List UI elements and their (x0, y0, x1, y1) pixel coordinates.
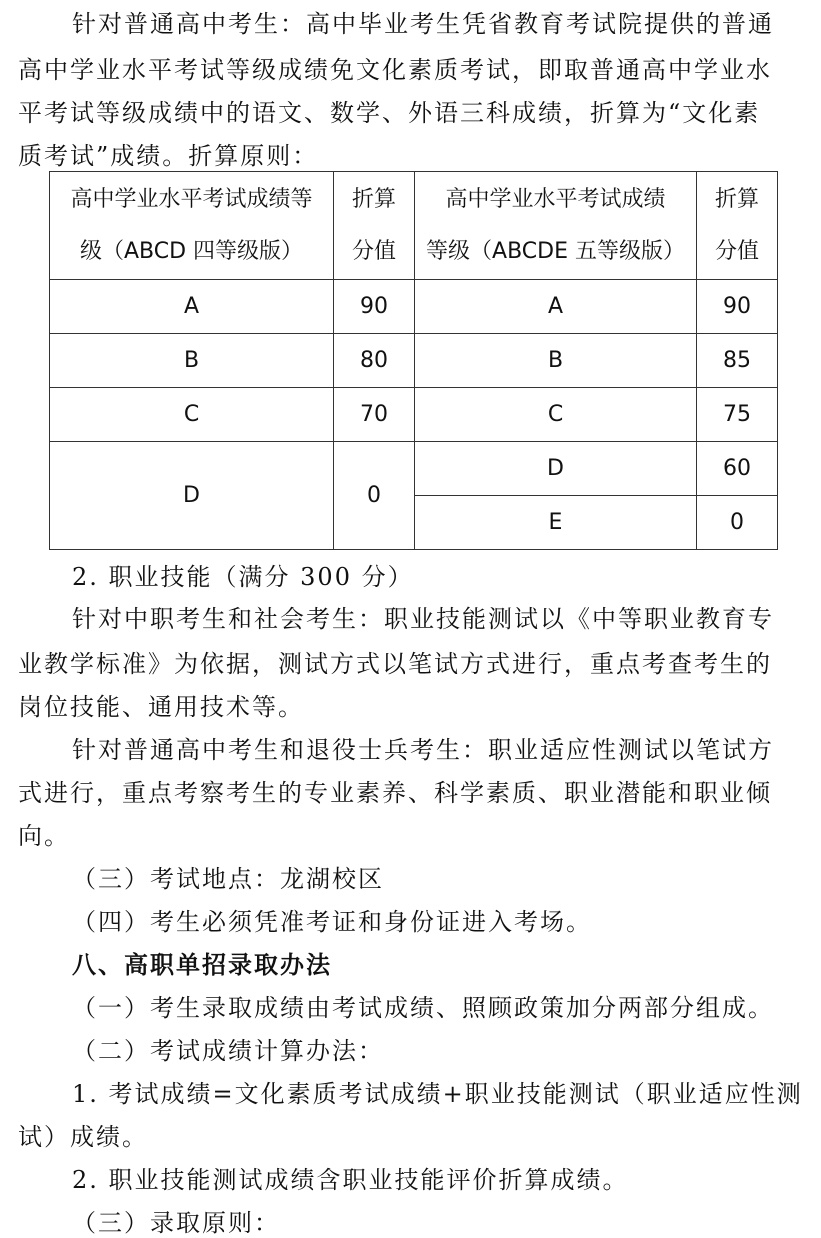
exam-location-line: （三）考试地点：龙湖校区 (72, 865, 384, 893)
body-line: 试）成绩。 (18, 1123, 148, 1151)
intro-line-1: 针对普通高中考生：高中毕业考生凭省教育考试院提供的普通 (72, 10, 774, 38)
five-level-grade-cell: A (415, 280, 697, 334)
body-line: （一）考生录取成绩由考试成绩、照顾政策加分两部分组成。 (72, 994, 774, 1022)
five-level-score-cell: 0 (697, 496, 778, 550)
header-five-level-score: 折算 分值 (697, 172, 778, 280)
body-line: 式进行，重点考察考生的专业素养、科学素质、职业潜能和职业倾 (18, 779, 772, 807)
table-row (50, 280, 778, 334)
body-line: 业教学标准》为依据，测试方式以笔试方式进行，重点考查考生的 (18, 650, 772, 678)
exam-id-requirement-line: （四）考生必须凭准考证和身份证进入考场。 (72, 908, 592, 936)
five-level-score-cell: 85 (697, 334, 778, 388)
four-level-score-cell: 0 (334, 442, 415, 550)
table-row (50, 334, 778, 388)
four-level-grade-cell: B (50, 334, 334, 388)
five-level-grade-cell: C (415, 388, 697, 442)
body-line: 向。 (18, 822, 70, 850)
header-five-level-grade: 高中学业水平考试成绩 等级（ABCDE 五等级版） (415, 172, 697, 280)
header-four-level-grade: 高中学业水平考试成绩等 级（ABCD 四等级版） (50, 172, 334, 280)
section-admission-heading: 八、高职单招录取办法 (72, 950, 332, 979)
four-level-score-cell: 70 (334, 388, 415, 442)
four-level-grade-cell: C (50, 388, 334, 442)
four-level-grade-cell: A (50, 280, 334, 334)
body-line: 针对普通高中考生和退役士兵考生：职业适应性测试以笔试方 (72, 736, 774, 764)
five-level-grade-cell: E (415, 496, 697, 550)
five-level-score-cell: 90 (697, 280, 778, 334)
four-level-grade-cell: D (50, 442, 334, 550)
intro-line-3: 平考试等级成绩中的语文、数学、外语三科成绩，折算为“文化素 (18, 99, 761, 127)
table-row (50, 442, 778, 496)
header-four-level-score: 折算 分值 (334, 172, 415, 280)
five-level-score-cell: 75 (697, 388, 778, 442)
table-header-row (50, 172, 778, 280)
five-level-grade-cell: B (415, 334, 697, 388)
five-level-grade-cell: D (415, 442, 697, 496)
body-line: 2. 职业技能测试成绩含职业技能评价折算成绩。 (72, 1166, 629, 1194)
table-row (50, 388, 778, 442)
section-skill-heading: 2. 职业技能（满分 300 分） (72, 563, 414, 591)
body-line: 1. 考试成绩=文化素质考试成绩+职业技能测试（职业适应性测 (72, 1080, 803, 1108)
five-level-score-cell: 60 (697, 442, 778, 496)
body-line: 岗位技能、通用技术等。 (18, 693, 304, 721)
body-line: 针对中职考生和社会考生：职业技能测试以《中等职业教育专 (72, 605, 774, 633)
intro-line-2: 高中学业水平考试等级成绩免文化素质考试，即取普通高中学业水 (18, 56, 772, 84)
four-level-score-cell: 90 (334, 280, 415, 334)
four-level-score-cell: 80 (334, 334, 415, 388)
intro-line-4: 质考试”成绩。折算原则： (18, 142, 319, 170)
body-line: （二）考试成绩计算办法： (72, 1037, 384, 1065)
body-line: （三）录取原则： (72, 1209, 280, 1237)
grade-conversion-table (49, 171, 778, 550)
